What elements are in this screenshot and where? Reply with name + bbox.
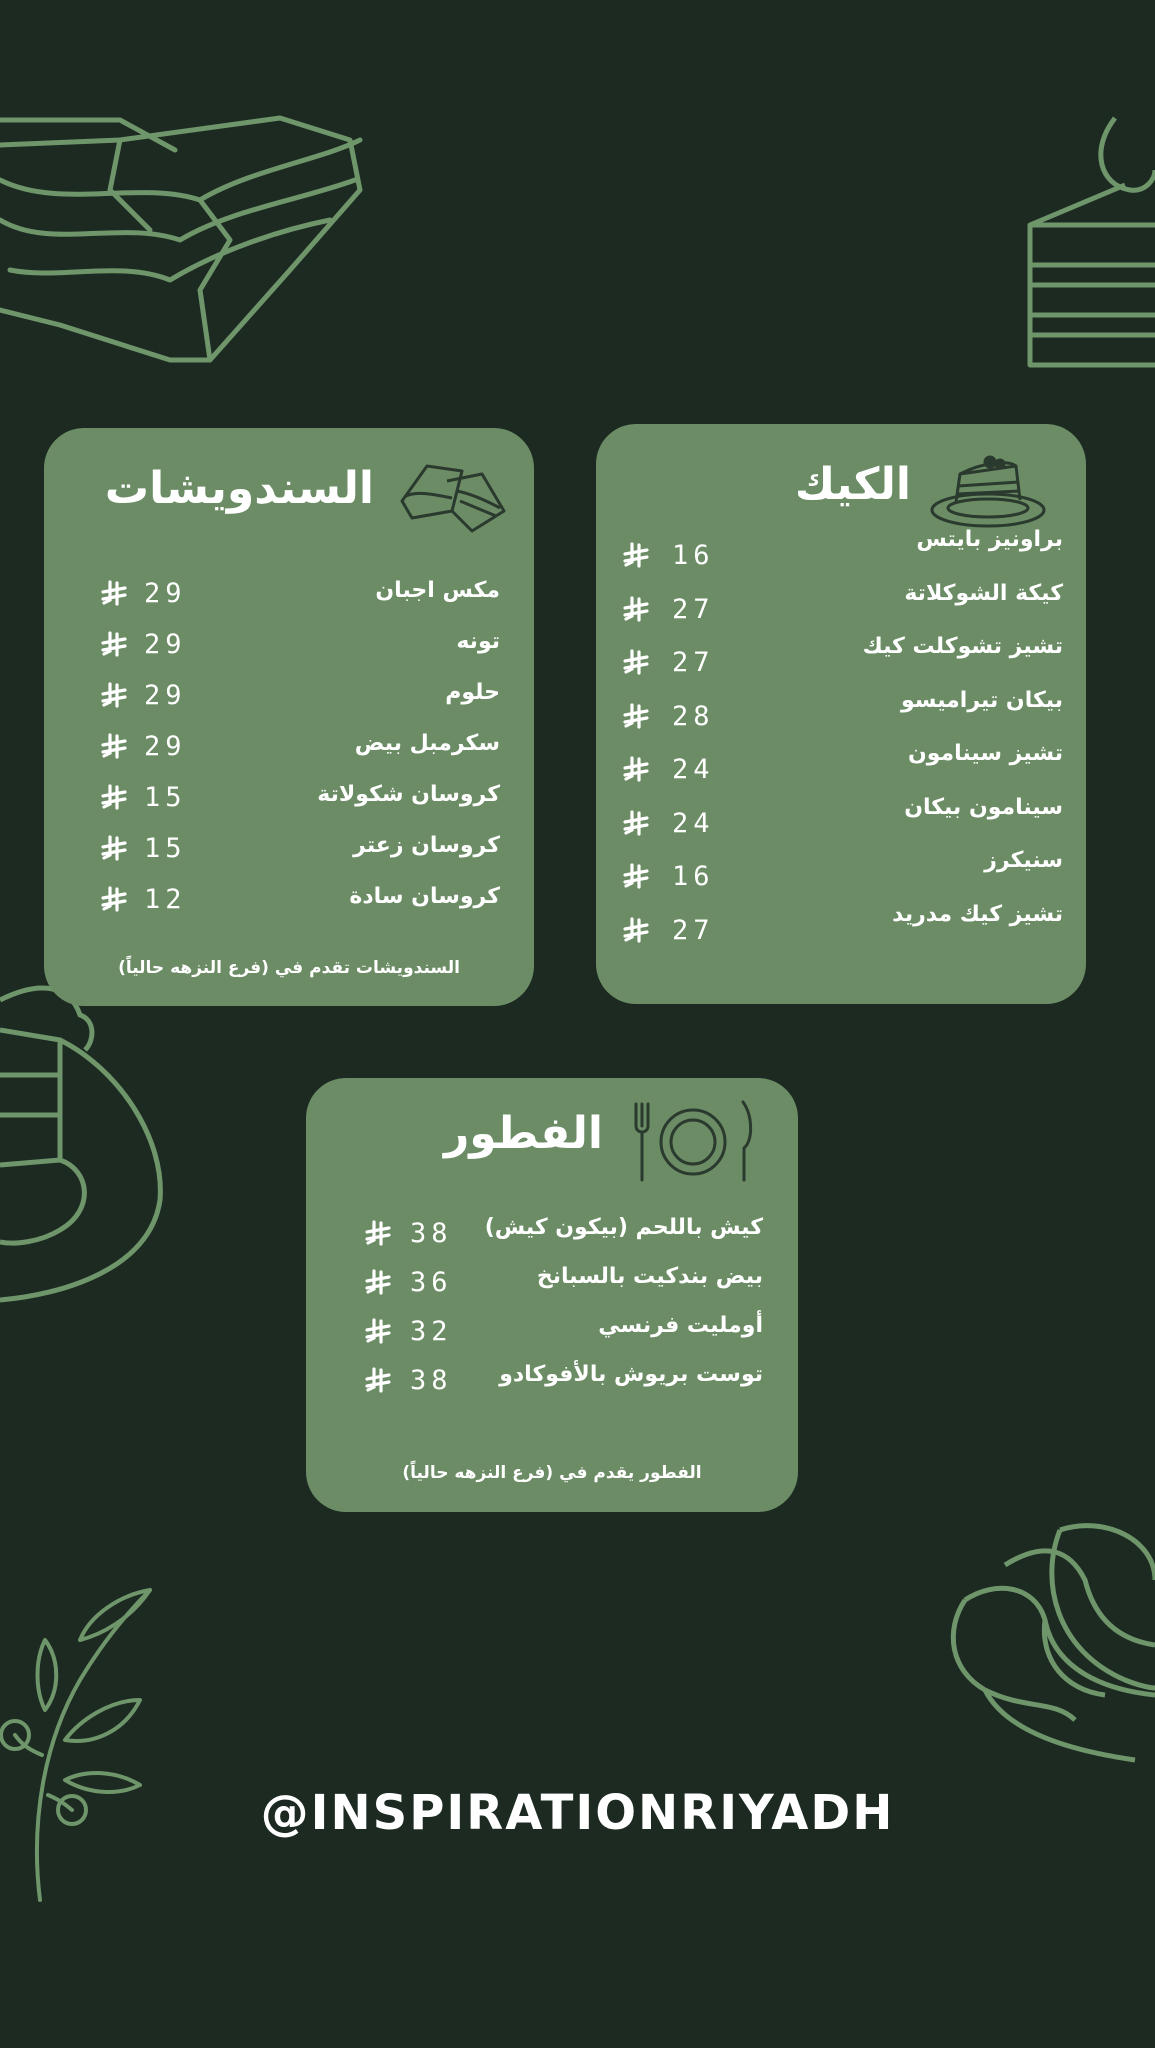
croissant-line-art-icon	[945, 1520, 1155, 1770]
sandwich-icon	[392, 456, 512, 540]
sandwich-item-price: 29	[144, 629, 187, 660]
sandwich-item-name: حلوم	[445, 680, 500, 705]
riyal-currency-icon	[365, 1367, 391, 1400]
breakfast-item-name: أومليت فرنسي	[598, 1313, 763, 1338]
sandwich-item-name: سكرمبل بيض	[354, 731, 500, 756]
sandwich-item-name: مكس اجبان	[375, 578, 500, 603]
cake-item-price: 27	[672, 593, 715, 625]
cake-item-name: سنيكرز	[984, 848, 1063, 873]
riyal-currency-icon	[101, 682, 127, 715]
cake-plate-line-art-icon	[0, 980, 170, 1310]
riyal-currency-icon	[101, 886, 127, 919]
olive-branch-line-art-icon	[0, 1580, 170, 1910]
breakfast-item-name: كيش باللحم (بيكون كيش)	[484, 1215, 763, 1240]
plate-fork-knife-icon	[628, 1096, 758, 1190]
breakfast-note: الفطور يقدم في (فرع النزهه حالياً)	[402, 1463, 702, 1483]
breakfast-item-name: توست بريوش بالأفوكادو	[499, 1362, 763, 1387]
riyal-currency-icon	[623, 810, 649, 843]
cake-item-price: 16	[672, 861, 715, 892]
riyal-currency-icon	[623, 542, 649, 575]
sandwiches-card-title: السندويشات	[104, 463, 374, 514]
cake-item-name: تشيز تشوكلت كيك	[862, 634, 1063, 659]
cake-card-title: الكيك	[794, 459, 911, 510]
cake-slice-line-art-icon	[1010, 110, 1155, 370]
riyal-currency-icon	[623, 703, 649, 736]
riyal-currency-icon	[101, 580, 127, 613]
sandwich-item-name: تونه	[456, 629, 500, 654]
riyal-currency-icon	[365, 1220, 391, 1253]
riyal-currency-icon	[101, 784, 127, 817]
sandwich-item-price: 29	[144, 680, 187, 711]
breakfast-card-title: الفطور	[443, 1108, 603, 1159]
sandwich-item-price: 15	[144, 833, 187, 864]
sandwich-item-name: كروسان سادة	[349, 884, 500, 909]
riyal-currency-icon	[623, 649, 649, 682]
cake-item-name: تشيز سينامون	[907, 741, 1063, 766]
riyal-currency-icon	[623, 596, 649, 629]
sandwich-item-price: 12	[144, 884, 187, 915]
riyal-currency-icon	[623, 863, 649, 896]
riyal-currency-icon	[365, 1318, 391, 1351]
cake-item-name: كيكة الشوكلاتة	[904, 580, 1063, 606]
cake-item-name: سينامون بيكان	[904, 794, 1063, 820]
cake-item-price: 28	[672, 700, 715, 732]
sandwiches-note: السندويشات تقدم في (فرع النزهه حالياً)	[118, 958, 460, 978]
riyal-currency-icon	[623, 917, 649, 950]
cake-item-price: 27	[672, 914, 715, 946]
breakfast-item-price: 32	[410, 1316, 453, 1347]
cake-item-price: 24	[672, 807, 715, 839]
sandwich-item-name: كروسان شكولاتة	[317, 782, 500, 807]
riyal-currency-icon	[101, 835, 127, 868]
sandwich-item-price: 29	[144, 578, 187, 609]
riyal-currency-icon	[101, 631, 127, 664]
riyal-currency-icon	[365, 1269, 391, 1302]
riyal-currency-icon	[101, 733, 127, 766]
instagram-handle[interactable]: @INSPIRATIONRIYADH	[260, 1785, 895, 1841]
cake-plate-icon	[928, 452, 1048, 536]
sandwich-item-name: كروسان زعتر	[353, 833, 500, 858]
breakfast-item-price: 36	[410, 1267, 453, 1298]
cake-item-price: 24	[672, 754, 715, 785]
sandwich-item-price: 29	[144, 731, 187, 762]
breakfast-item-price: 38	[410, 1218, 453, 1249]
breakfast-item-price: 38	[410, 1365, 453, 1396]
riyal-currency-icon	[623, 756, 649, 789]
cake-item-price: 16	[672, 540, 715, 571]
cake-item-name: براونيز بايتس	[916, 527, 1063, 552]
sandwich-item-price: 15	[144, 782, 187, 813]
sandwich-line-art-icon	[0, 110, 380, 370]
breakfast-item-name: بيض بندكيت بالسبانخ	[536, 1264, 763, 1289]
cake-item-name: بيكان تيراميسو	[901, 687, 1063, 713]
cake-item-name: تشيز كيك مدريد	[892, 901, 1063, 927]
cake-item-price: 27	[672, 647, 715, 678]
sandwiches-card	[44, 428, 534, 1006]
